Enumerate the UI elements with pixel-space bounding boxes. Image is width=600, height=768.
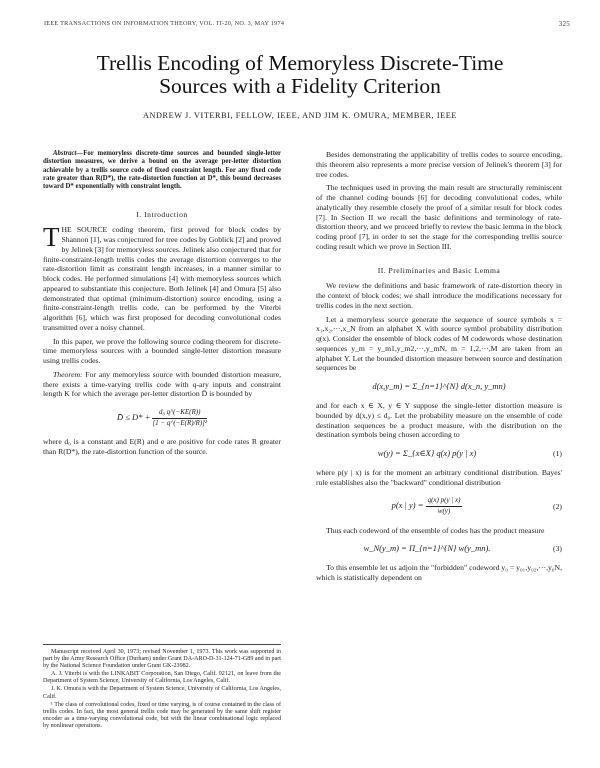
abstract-label: Abstract— bbox=[53, 150, 84, 157]
left-column bbox=[43, 150, 281, 461]
footnote-trellis: ¹ The class of convolutional codes, fixed or time varying, is of course contained in the class of trellis codes. In fact, the most general trellis code may be generated by the same shift register encoder as a time-varying convolutional code, but with the linear combinational logic replaced by nonlinear operations. bbox=[43, 701, 281, 729]
right-paragraph-2: The techniques used in proving the main result are structurally reminiscent of the channel coding bounds [6] for decoding convolutional codes, while analytically they resemble closely the proof of a similar result for block codes [7]. In Section II we recall the basic definitions and terminology of rate-distortion theory, and we proceed briefly to review the basic lemma in the block coding proof [7], in order to set the stage for the corresponding trellis source coding result which we prove in Section III. bbox=[316, 183, 562, 251]
equation-2-fraction bbox=[426, 496, 463, 517]
footnotes bbox=[43, 644, 281, 731]
intro-paragraph-2: In this paper, we prove the following source coding theorem for discrete-time memoryless sources with a bounded single-letter distortion measure using trellis codes. bbox=[43, 336, 281, 366]
author-line: ANDREW J. VITERBI, FELLOW, IEEE, AND JIM K. OMURA, MEMBER, IEEE bbox=[143, 111, 457, 120]
title-line-1: Trellis Encoding of Memoryless Discrete-Time bbox=[96, 51, 504, 75]
title-line-2: Sources with a Fidelity Criterion bbox=[159, 74, 441, 98]
abstract bbox=[43, 150, 281, 192]
abstract-text: For memoryless discrete-time sources and bounded single-letter distortion measures, we derive a bound on the average per-letter distortion achievable by a trellis source code of fixed constraint length. For any fixed code rate greater than R(D*), the rate-distortion function at D*, this bound decreases toward D* exponentially with constraint length. bbox=[43, 150, 281, 191]
equation-2-number: (2) bbox=[553, 501, 562, 511]
footnote-omura: J. K. Omura is with the Department of System Science, University of California, Los Angeles, Calif. bbox=[43, 686, 281, 700]
section-heading-preliminaries: II. Preliminaries and Basic Lemma bbox=[377, 265, 501, 275]
running-header bbox=[44, 20, 570, 30]
prelim-paragraph-4: where p(y | x) is for the moment an arbitrary conditional distribution. Bayes' rule establishes also the "backward" conditional distribution bbox=[316, 468, 562, 487]
theorem-eq-fraction bbox=[152, 408, 207, 429]
prelim-paragraph-1: We review the definitions and basic framework of rate-distortion theory in the context of block codes; we shall introduce the modifications necessary for trellis codes in the next section. bbox=[316, 281, 562, 310]
prelim-paragraph-5: Thus each codeword of the ensemble of codes has the product measure bbox=[326, 525, 545, 535]
equation-3-body: w_N(y_m) = Π_{n=1}^{N} w(y_mn). bbox=[363, 543, 491, 554]
theorem-text: For any memoryless source with bounded distortion measure, there exists a time-varying trellis code with q-ary inputs and constraint length K for which the average per-letter distortion D̄ is bounded by bbox=[43, 369, 281, 399]
theorem-equation bbox=[43, 403, 281, 433]
equation-3-number: (3) bbox=[553, 544, 562, 554]
equation-2 bbox=[316, 492, 562, 522]
footnote-viterbi: A. J. Viterbi is with the LINKABIT Corporation, San Diego, Calif. 92121, on leave from the Department of System Science, University of California, Los Angeles, Calif. bbox=[43, 671, 281, 685]
equation-2-numerator: q(x) p(y | x) bbox=[426, 496, 463, 507]
equation-1-number: (1) bbox=[553, 449, 562, 459]
distortion-equation bbox=[316, 377, 562, 397]
journal-header: IEEE TRANSACTIONS ON INFORMATION THEORY, VOL. IT-20, NO. 3, MAY 1974 bbox=[44, 20, 285, 27]
theorem-label: Theorem: bbox=[53, 369, 83, 379]
distortion-equation-body: d(x,y_m) = Σ_{n=1}^{N} d(x_n, y_mn) bbox=[372, 381, 506, 392]
section-heading-introduction: I. Introduction bbox=[136, 209, 188, 219]
right-column bbox=[316, 150, 562, 587]
theorem-conclusion: where d₀ is a constant and E(R) and e are positive for code rates R greater than R(D*), the rate-distortion function of the source. bbox=[43, 437, 281, 456]
theorem-eq-numerator: d₀ q^(−KE(R)) bbox=[152, 408, 207, 419]
right-paragraph-1: Besides demonstrating the applicability of trellis codes to source encoding, this theorem also represents a more precise version of Jelinek's theorem [3] for tree codes. bbox=[316, 150, 562, 179]
equation-1-body: w(y) = Σ_{x∈X} q(x) p(y | x) bbox=[377, 448, 477, 459]
prelim-paragraph-6: To this ensemble let us adjoin the "forbidden" codeword y₀ = y₀₁,y₀₂,···,y₀N, which is statistically dependent on bbox=[316, 563, 562, 582]
paper-title bbox=[20, 52, 580, 98]
equation-2-lhs: p(x | y) = bbox=[391, 500, 424, 511]
theorem-equation-body bbox=[43, 408, 281, 429]
equation-2-body bbox=[316, 496, 538, 517]
theorem-eq-denominator: [1 − q^(−E(R)/R)]² bbox=[152, 418, 207, 427]
equation-1 bbox=[316, 444, 562, 464]
prelim-paragraph-2: Let a memoryless source generate the sequence of source symbols x = x₁,x₂,···,x_N from an alphabet X with source symbol probability distribution q(x). Consider the ensemble of block codes of M codewords whose destination sequences y_m = y_m1,y_m2,···,y_mN, m = 1,2,···,M are taken from an alphabet Y. Let the bounded distortion measure between source and destination sequences be bbox=[316, 314, 562, 373]
equation-2-denominator: w(y) bbox=[437, 507, 451, 515]
intro-paragraph-1 bbox=[43, 222, 281, 332]
drop-cap: T bbox=[43, 222, 60, 253]
page-number: 325 bbox=[558, 20, 570, 28]
footnote-manuscript: Manuscript received April 30, 1973; revised November 1, 1973. This work was supported in part by the Army Research Office (Durham) under Grant DA-ARO-D-31-124-71-G89 and in part by the National Science Foundation under Grant GK-23982. bbox=[43, 649, 281, 670]
intro-paragraph-1-text: HE SOURCE coding theorem, first proved for block codes by Shannon [1], was conjectured for tree codes by Goblick [2] and proved by Jelinek [3] for memoryless sources. Jelinek also conjectured that for finite-constraint-length trellis codes the average distortion converges to the rate-distortion limit as constraint length increases, in a manner similar to block codes. He performed simulations [4] with memoryless sources which appeared to substantiate this conjecture. Both Jelinek [4] and Omura [5] also demonstrated that optimal (minimum-distortion) source encoding, using a finite-constraint-length trellis code, can be performed by the Viterbi algorithm [6], which was first proposed for decoding convolutional codes transmitted over a noisy channel. bbox=[43, 225, 281, 332]
prelim-paragraph-3: and for each x ∈ X, y ∈ Y suppose the single-letter distortion measure is bounded by d(x,y) ≤ d₀. Let the probability measure on the ensemble of code destination sequences be a product measure, with the distribution on the destination symbols being chosen according to bbox=[316, 401, 562, 440]
theorem-statement bbox=[43, 370, 281, 399]
theorem-eq-lhs: D̄ ≤ D* + bbox=[117, 412, 151, 423]
equation-3 bbox=[316, 539, 562, 559]
